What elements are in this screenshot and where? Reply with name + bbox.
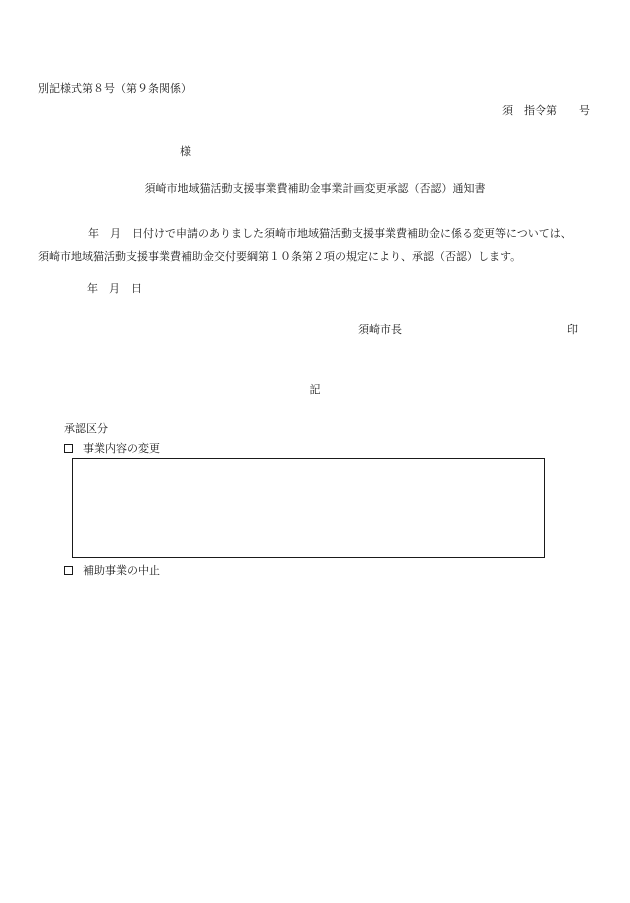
- change-details-box[interactable]: [72, 458, 545, 558]
- ki-heading: 記: [309, 383, 321, 396]
- issuer: 須崎市長: [358, 323, 402, 336]
- body-line-2: 須崎市地域猫活動支援事業費補助金交付要綱第１０条第２項の規定により、承認（否認）します。: [38, 250, 522, 263]
- option-label: 事業内容の変更: [83, 442, 160, 455]
- document-title: 須崎市地域猫活動支援事業費補助金事業計画変更承認（否認）通知書: [144, 182, 486, 195]
- checkbox-icon[interactable]: [64, 444, 73, 453]
- option-change[interactable]: [64, 443, 160, 454]
- checkbox-icon[interactable]: [64, 566, 73, 575]
- document-number: 須 指令第 号: [502, 104, 590, 117]
- category-label: 承認区分: [64, 422, 108, 435]
- recipient-suffix: 様: [180, 145, 191, 158]
- form-number: 別記様式第８号（第９条関係）: [38, 82, 192, 95]
- date-line: 年 月 日: [87, 282, 142, 295]
- option-label: 補助事業の中止: [83, 564, 160, 577]
- seal-mark: 印: [567, 323, 578, 336]
- body-text: [38, 222, 598, 268]
- body-line-1: 年 月 日付けで申請のありました須崎市地域猫活動支援事業費補助金に係る変更等については、: [88, 227, 572, 240]
- option-stop[interactable]: [64, 565, 160, 576]
